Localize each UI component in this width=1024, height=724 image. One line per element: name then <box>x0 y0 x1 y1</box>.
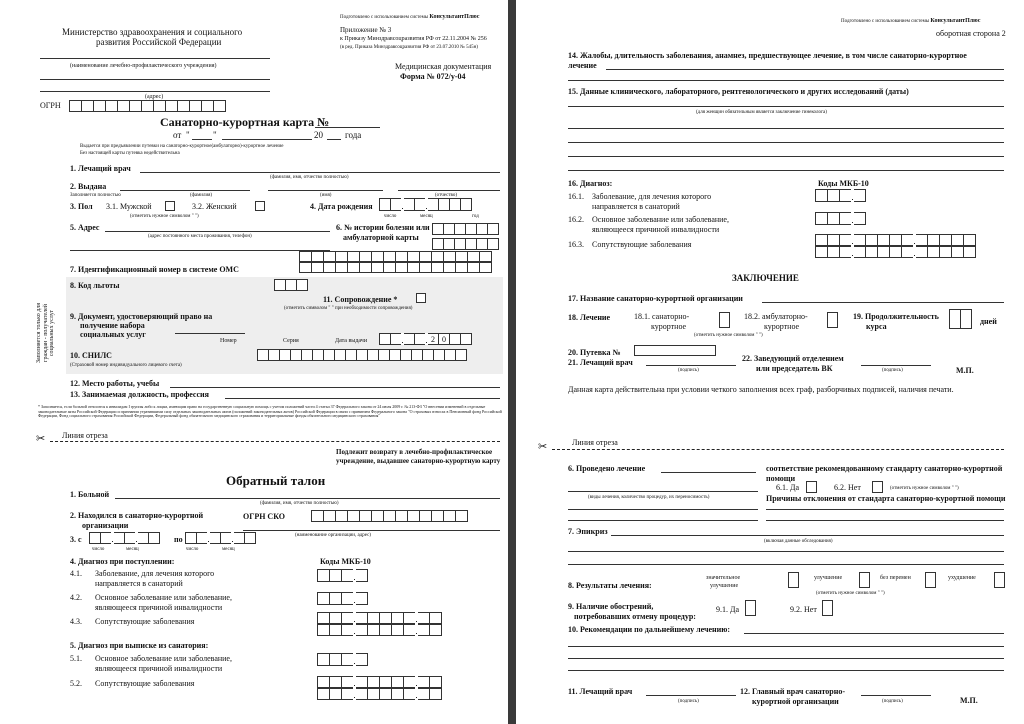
head-sign-caption: (подпись) <box>882 368 903 373</box>
institution-line[interactable] <box>40 58 270 59</box>
voucher-number-box[interactable] <box>634 345 716 356</box>
recommendations-line-1[interactable] <box>744 633 1004 634</box>
institution-line-2[interactable] <box>40 79 270 80</box>
reverse-1-label: 1. Больной <box>70 490 110 499</box>
year-digit-0: 0 <box>438 333 450 345</box>
workplace-line[interactable] <box>170 387 500 388</box>
reverse-9-label-2: потребовавших отмену процедур: <box>574 612 696 621</box>
treatment-done-line-3[interactable] <box>568 509 758 510</box>
from-day-caption: число <box>92 547 105 552</box>
field-9-label-1: 9. Документ, удостоверяющий право на <box>70 312 213 321</box>
doctor2-sign-caption: (подпись) <box>678 699 699 704</box>
result-significant-1: значительное <box>706 575 741 581</box>
field-15-label: 15. Данные клинического, лабораторного, рентгенологического и других исследований (даты) <box>568 87 909 96</box>
appendix-order: к Приказу Минздравсоцразвития РФ от 22.11.2004 № 256 <box>340 36 487 42</box>
gender-female-label: 3.2. Женский <box>192 202 237 211</box>
field-6-label-1: 6. № истории болезни или <box>336 223 430 232</box>
gender-male-checkbox[interactable] <box>165 201 175 211</box>
field-2-hint: Заполняется полностью <box>70 193 121 198</box>
field-14-label-1: 14. Жалобы, длительность заболевания, анамнез, предшествующее лечение, в том числе санаторно-курортное <box>568 51 967 60</box>
treatment-ambulatory-1: 18.2. амбулаторно- <box>744 312 808 321</box>
history-number-cells-2[interactable] <box>433 238 499 250</box>
field-12-label: 12. Место работы, учебы <box>70 379 160 388</box>
conclusion-heading: ЗАКЛЮЧЕНИЕ <box>732 273 799 283</box>
consultant-note-2: Подготовлено с использованием системы КонсультантПлюс <box>841 18 981 24</box>
organization-caption: (наименование организации, адрес) <box>295 533 371 538</box>
treatment-ambulatory-2: курортное <box>764 322 800 331</box>
issued-note-2: Без настоящей карты путевка недействительна <box>80 151 180 156</box>
field-14-label-2: лечение <box>568 61 597 70</box>
birth-date-cells[interactable] <box>380 198 472 211</box>
standard-yes-label: 6.1. Да <box>776 483 800 492</box>
treatment-done-caption: (виды лечения, количество процедур, их переносимость) <box>588 495 710 500</box>
treatment-sanatorium-checkbox[interactable] <box>719 312 730 328</box>
treatment-done-line-4[interactable] <box>568 520 758 521</box>
result-improve-checkbox[interactable] <box>859 572 870 588</box>
field-20-label: 20. Путевка № <box>568 348 621 357</box>
ministry-line-1: Министерство здравоохранения и социального <box>62 27 243 37</box>
doctor-sign-caption: (подпись) <box>678 368 699 373</box>
validity-note: Данная карта действительна при условии четкого заполнения всех граф, разборчивых подписей, наличия печати. <box>568 385 954 394</box>
social-side-note: Заполняется только для граждан - получателей социальных услуг <box>36 302 56 364</box>
diag-4-2-num: 4.2. <box>70 593 82 602</box>
diag-16-1-num: 16.1. <box>568 192 584 201</box>
birth-year-caption: год <box>472 214 479 219</box>
standard-yes-checkbox[interactable] <box>806 481 817 493</box>
field-14-line-2[interactable] <box>568 80 1004 81</box>
year-line[interactable] <box>327 139 341 140</box>
head-sign-line[interactable] <box>861 365 931 366</box>
diag-16-1-line-2: направляется в санаторий <box>592 202 680 211</box>
scissors-icon: ✂ <box>36 433 46 445</box>
year-word: года <box>345 130 362 140</box>
patronymic-caption: (отчество) <box>435 193 458 198</box>
epicrisis-line-2[interactable] <box>568 551 1004 552</box>
oms-number-cells-2[interactable] <box>300 262 492 273</box>
field-13-label: 13. Занимаемая должность, профессия <box>70 390 209 399</box>
diag-4-3-label: Сопутствующие заболевания <box>95 617 195 626</box>
year-prefix: 20 <box>314 130 323 140</box>
field-11-label: 11. Сопровождение * <box>323 295 398 304</box>
icd-5-2-cells[interactable] <box>318 676 442 688</box>
diag-16-2-line-2: являющееся причиной инвалидности <box>592 225 720 234</box>
date-month-line[interactable] <box>222 139 312 140</box>
field-6-label-2: амбулаторной карты <box>343 233 419 242</box>
reverse-2-label-2: организации <box>82 521 129 530</box>
date-day-line[interactable] <box>192 139 212 140</box>
exacerbation-no-label: 9.2. Нет <box>790 605 817 614</box>
year-digit-2: 2 <box>427 333 439 345</box>
standard-label-1: соответствие рекомендованному стандарту санаторно-курортной <box>766 464 1003 473</box>
icd-4-3-cells[interactable] <box>318 612 442 624</box>
field-1-label: 1. Лечащий врач <box>70 164 131 173</box>
recommendations-line-3[interactable] <box>568 658 1004 659</box>
field-1-line[interactable] <box>140 172 500 173</box>
recommendations-line-2[interactable] <box>568 646 1004 647</box>
diag-4-1-line-2: направляется в санаторий <box>95 579 183 588</box>
treatment-ambulatory-checkbox[interactable] <box>827 312 838 328</box>
diag-4-3-num: 4.3. <box>70 617 82 626</box>
ministry-line-2: развития Российской Федерации <box>96 37 222 47</box>
field-7-label: 7. Идентификационный номер в системе ОМС <box>70 265 239 274</box>
field-15-line-4[interactable] <box>568 156 1004 157</box>
diag-4-2-line-2: являющееся причиной инвалидности <box>95 603 223 612</box>
gender-note: (отметить нужное символом " ") <box>130 214 199 219</box>
exacerbation-yes-label: 9.1. Да <box>716 605 740 614</box>
icd-16-3-cells[interactable] <box>816 234 976 246</box>
standard-no-label: 6.2. Нет <box>834 483 861 492</box>
ogrn-cells[interactable] <box>70 100 226 112</box>
field-3-label: 3. Пол <box>70 202 93 211</box>
benefit-code-cells[interactable] <box>275 279 308 291</box>
diag-4-1-num: 4.1. <box>70 569 82 578</box>
field-9-label-2: получение набора <box>80 321 145 330</box>
reasons-line-2[interactable] <box>766 520 1004 521</box>
field-10-caption: (Страховой номер индивидуального лицевого счета) <box>70 363 182 368</box>
cut-line-label: Линия отреза <box>62 432 111 440</box>
field-17-line[interactable] <box>762 302 1004 303</box>
recommendations-line-4[interactable] <box>568 670 1004 671</box>
name-caption: (имя) <box>320 193 332 198</box>
institution-caption: (наименование лечебно-профилактического учреждения) <box>70 63 217 69</box>
ogrn-label: ОГРН <box>40 101 61 110</box>
diag-16-2-num: 16.2. <box>568 215 584 224</box>
cut-line-2 <box>552 449 1004 450</box>
address-field-caption: (адрес постоянного места проживания, телефон) <box>148 234 252 239</box>
consultant-note: Подготовлено с использованием системы КонсультантПлюс <box>340 14 480 20</box>
field-10-label: 10. СНИЛС <box>70 351 112 360</box>
patient-line[interactable] <box>115 498 500 499</box>
reverse-3-label: 3. с <box>70 535 82 544</box>
field-18-label: 18. Лечение <box>568 313 611 322</box>
history-number-cells[interactable] <box>433 223 499 235</box>
diag-4-2-line-1: Основное заболевание или заболевание, <box>95 593 232 602</box>
epicrisis-caption: (включая данные обследования) <box>764 539 833 544</box>
icd-header-2: Коды МКБ-10 <box>818 179 869 188</box>
chief-sign-caption: (подпись) <box>882 699 903 704</box>
reverse-7-label: 7. Эпикриз <box>568 527 608 536</box>
escort-checkbox[interactable] <box>416 293 426 303</box>
diag-4-1-line-1: Заболевание, для лечения которого <box>95 569 215 578</box>
icd-16-2-cells[interactable] <box>816 212 866 225</box>
ogrn-sko-cells[interactable] <box>312 510 468 522</box>
field-15-line-3[interactable] <box>568 142 1004 143</box>
diag-16-1-line-1: Заболевание, для лечения которого <box>592 192 712 201</box>
date-from-label: от <box>173 130 182 140</box>
oms-number-cells[interactable] <box>300 251 492 262</box>
field-8-label: 8. Код льготы <box>70 281 120 290</box>
issued-note-1: Выдается при предъявлении путевки на санаторно-курортное(амбулаторно)-курортное лечение <box>80 144 284 149</box>
epicrisis-line-1[interactable] <box>611 535 1004 536</box>
field-19-label-2: курса <box>866 322 887 331</box>
stay-to-label: по <box>174 535 183 544</box>
reverse-4-label: 4. Диагноз при поступлении: <box>70 557 175 566</box>
footnote: * Заполняется, если больной относится к инвалидам I группы либо к лицам, имеющим право на государственную социальную помощь с учетом положений части 4 статьи 37 Федерального закона от 24 июля 2009 г. № 213-ФЗ "О внесении изменений в отдельные законодательные акты Российской Федерации и признании утратившими силу отдельных законодательных актов (положений законодательных актов) Российской Федерации в связи с принятием Федерального закона "О страховых взносах в Пенсионный фонд Российской Федерации, Фонд социального страхования Российской Федерации, Федеральный фонд обязательного медицинского страхования и территориальные фонды обязательного медицинского страхования" <box>38 404 502 419</box>
epicrisis-line-3[interactable] <box>568 564 1004 565</box>
position-line[interactable] <box>225 398 500 399</box>
diag-16-3-label: Сопутствующие заболевания <box>592 240 692 249</box>
form-front-page <box>0 0 508 724</box>
field-1-caption: (фамилия, имя, отчество полностью) <box>270 175 349 180</box>
cut-line-label-2: Линия отреза <box>572 439 621 447</box>
diag-5-1-num: 5.1. <box>70 654 82 663</box>
doc-issue-date-cells[interactable] <box>380 333 472 345</box>
snils-cells[interactable] <box>258 349 467 361</box>
address-caption: (адрес) <box>145 94 164 100</box>
standard-no-checkbox[interactable] <box>872 481 883 493</box>
treatment-done-line[interactable] <box>661 472 756 473</box>
doc-number-label: Номер <box>220 338 237 344</box>
standard-label-2: помощи <box>766 474 796 483</box>
med-doc-label: Медицинская документация <box>395 62 492 71</box>
diag-5-2-num: 5.2. <box>70 679 82 688</box>
field-16-label: 16. Диагноз: <box>568 179 613 188</box>
reverse-11-label: 11. Лечащий врач <box>568 687 633 696</box>
treatment-done-line-2[interactable] <box>568 491 758 492</box>
exacerbation-yes-checkbox[interactable] <box>745 600 756 616</box>
address-field-line[interactable] <box>105 231 330 232</box>
result-significant-2: улучшение <box>710 583 739 589</box>
reverse-9-label-1: 9. Наличие обострений, <box>568 602 654 611</box>
from-month-caption: месяц <box>126 547 139 552</box>
to-day-caption: число <box>186 547 199 552</box>
ogrn-sko-label: ОГРН СКО <box>243 512 286 521</box>
return-note-2: учреждение, выдавшее санаторно-курортную карту <box>336 457 501 465</box>
scissors-icon-2: ✂ <box>538 441 548 453</box>
gender-female-checkbox[interactable] <box>255 201 265 211</box>
treatment-note: (отметить нужное символом " ") <box>694 333 763 338</box>
result-worse-label: ухудшение <box>948 575 976 581</box>
field-22-label-1: 22. Заведующий отделением <box>742 354 844 363</box>
result-nochange-label: без перемен <box>880 575 911 581</box>
result-worse-checkbox[interactable] <box>994 572 1005 588</box>
icd-4-1-cells[interactable] <box>318 569 368 582</box>
diag-5-2-label: Сопутствующие заболевания <box>95 679 195 688</box>
reverse-2-label-1: 2. Находился в санаторно-курортной <box>70 511 204 520</box>
to-month-caption: месяц <box>222 547 235 552</box>
appendix-title: Приложение № 3 <box>340 26 392 34</box>
doctor-sign-line[interactable] <box>646 365 736 366</box>
diag-5-1-line-2: являющееся причиной инвалидности <box>95 664 223 673</box>
field-15-caption: (для женщин обязательным является заключение гинеколога) <box>696 110 827 115</box>
doctor2-sign-line[interactable] <box>646 695 736 696</box>
escort-note: (отметить символом " " при необходимости сопровождения) <box>284 306 413 311</box>
stay-to-cells[interactable] <box>186 532 256 544</box>
reverse-12-label-1: 12. Главный врач санаторно- <box>740 687 846 696</box>
reverse-8-label: 8. Результаты лечения: <box>568 581 652 590</box>
days-label: дней <box>980 317 997 326</box>
date-quote-open: " <box>186 130 190 140</box>
reverse-12-label-2: курортной организации <box>752 697 839 706</box>
diag-16-3-num: 16.3. <box>568 240 584 249</box>
field-5-label: 5. Адрес <box>70 223 100 232</box>
address-line[interactable] <box>40 91 270 92</box>
doc-line[interactable] <box>175 333 245 334</box>
surname-line[interactable] <box>120 190 250 191</box>
field-15-line-2[interactable] <box>568 128 1004 129</box>
diag-16-2-line-1: Основное заболевание или заболевание, <box>592 215 729 224</box>
back-side-label: оборотная сторона 2 <box>936 29 1006 38</box>
chief-sign-line[interactable] <box>861 695 931 696</box>
doc-date-label: Дата выдачи <box>335 338 368 344</box>
result-nochange-checkbox[interactable] <box>925 572 936 588</box>
field-14-line-1[interactable] <box>606 69 1004 70</box>
standard-reasons-label: Причины отклонения от стандарта санаторно-курортной помощи <box>766 494 1006 503</box>
patronymic-line[interactable] <box>398 190 500 191</box>
doc-series-label: Серия <box>283 338 299 344</box>
field-19-label-1: 19. Продолжительность <box>853 312 939 321</box>
patient-caption: (фамилия, имя, отчество полностью) <box>260 501 339 506</box>
name-line[interactable] <box>268 190 383 191</box>
treatment-sanatorium-2: курортное <box>651 322 687 331</box>
form-number: Форма № 072/у-04 <box>400 72 466 81</box>
course-days-cells[interactable] <box>950 309 972 329</box>
gender-male-label: 3.1. Мужской <box>106 202 152 211</box>
icd-16-1-cells[interactable] <box>816 189 866 202</box>
icd-16-3-cells-2[interactable] <box>816 246 976 258</box>
card-number-line[interactable] <box>315 127 380 128</box>
field-2-label: 2. Выдана <box>70 182 107 191</box>
standard-note: (отметить нужное символом " ") <box>890 486 959 491</box>
return-note-1: Подлежит возврату в лечебно-профилактическое <box>336 448 493 456</box>
cut-line <box>50 441 500 442</box>
stamp-label: М.П. <box>956 366 974 375</box>
reverse-10-label: 10. Рекомендации по дальнейшему лечению: <box>568 625 731 634</box>
result-note: (отметить нужное символом " ") <box>816 591 885 596</box>
result-significant-checkbox[interactable] <box>788 572 799 588</box>
exacerbation-no-checkbox[interactable] <box>822 600 833 616</box>
treatment-sanatorium-1: 18.1. санаторно- <box>634 312 690 321</box>
diag-5-1-line-1: Основное заболевание или заболевание, <box>95 654 232 663</box>
date-quote-close: " <box>213 130 217 140</box>
field-21-label: 21. Лечащий врач <box>568 358 633 367</box>
icd-5-2-cells-2[interactable] <box>318 688 442 700</box>
reverse-title: Обратный талон <box>226 473 326 488</box>
icd-4-3-cells-2[interactable] <box>318 624 442 636</box>
birth-day-caption: число <box>384 214 397 219</box>
reverse-5-label: 5. Диагноз при выписке из санатория: <box>70 641 209 650</box>
icd-4-2-cells[interactable] <box>318 592 368 605</box>
form-back-page <box>516 0 1024 724</box>
field-22-label-2: или председатель ВК <box>756 364 833 373</box>
icd-header-1: Коды МКБ-10 <box>320 557 371 566</box>
organization-line[interactable] <box>243 530 500 531</box>
card-title: Санаторно-курортная карта № <box>160 115 330 129</box>
birth-month-caption: месяц <box>420 214 433 219</box>
address-field-line-2[interactable] <box>70 250 330 251</box>
reverse-6-label: 6. Проведено лечение <box>568 464 646 473</box>
field-9-label-3: социальных услуг <box>80 330 146 339</box>
field-17-label: 17. Название санаторно-курортной организации <box>568 294 743 303</box>
field-4-label: 4. Дата рождения <box>310 202 373 211</box>
stay-from-cells[interactable] <box>90 532 160 544</box>
surname-caption: (фамилия) <box>190 193 213 198</box>
icd-5-1-cells[interactable] <box>318 653 368 666</box>
appendix-edit: (в ред. Приказа Минздравсоцразвития РФ от 23.07.2010 № 545н) <box>340 45 478 50</box>
stamp-label-2: М.П. <box>960 696 978 705</box>
field-15-line-5[interactable] <box>568 170 1004 171</box>
result-improve-label: улучшение <box>814 575 843 581</box>
reasons-line-1[interactable] <box>766 509 1004 510</box>
field-15-line-1[interactable] <box>568 106 1004 107</box>
